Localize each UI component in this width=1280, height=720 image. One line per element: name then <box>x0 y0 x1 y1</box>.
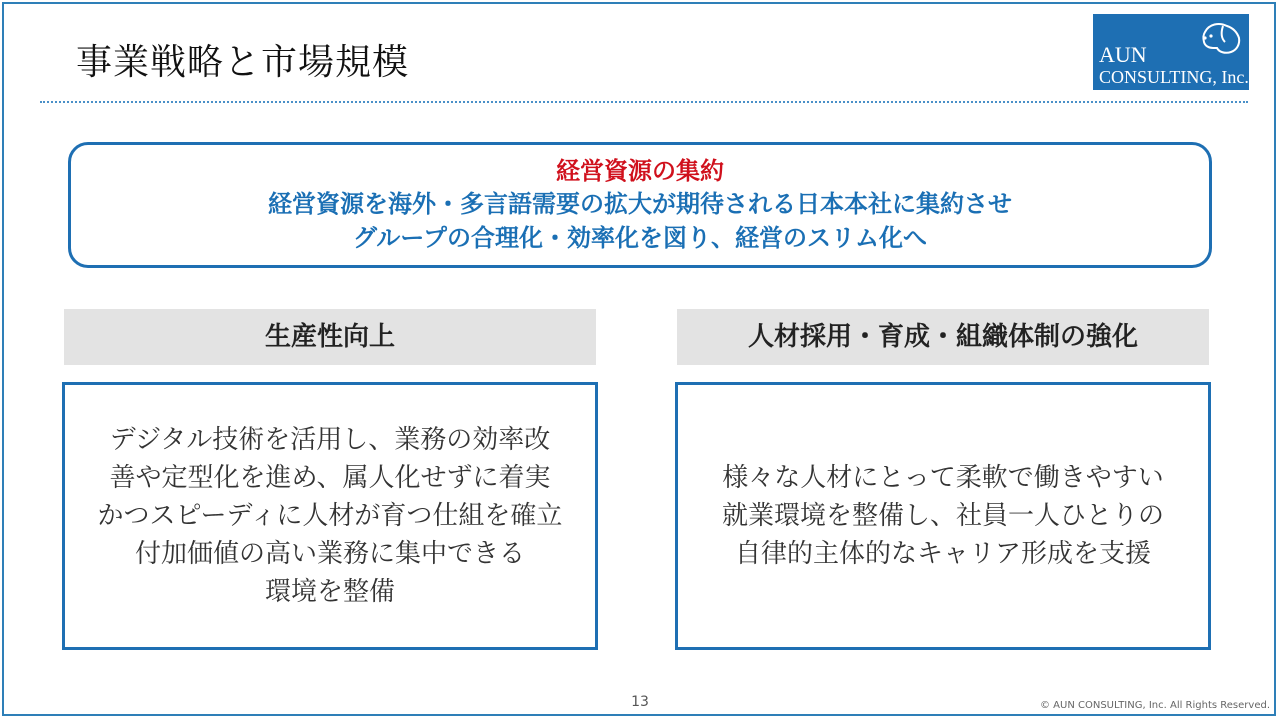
company-logo <box>1093 14 1249 90</box>
dog-logo-icon <box>1199 18 1243 58</box>
page-number: 13 <box>631 694 649 710</box>
summary-line: グループの合理化・効率化を図り、経営のスリム化へ <box>352 224 928 252</box>
summary-line: 経営資源を海外・多言語需要の拡大が期待される日本本社に集約させ <box>268 190 1012 218</box>
column-box-talent <box>675 382 1211 650</box>
column-heading-talent: 人材採用・育成・組織体制の強化 <box>677 309 1209 365</box>
logo-text-line2: CONSULTING, Inc. <box>1099 67 1249 87</box>
title-divider <box>40 101 1248 103</box>
copyright-notice: © AUN CONSULTING, Inc. All Rights Reserved. <box>1040 700 1270 711</box>
summary-box <box>68 142 1212 268</box>
logo-text-line1: AUN <box>1099 42 1147 67</box>
column-body-talent: 様々な人材にとって柔軟で働きやすい 就業環境を整備し、社員一人ひとりの 自律的主体的なキャリア形成を支援 <box>721 463 1164 569</box>
summary-heading: 経営資源の集約 <box>556 157 724 185</box>
column-body-productivity: デジタル技術を活用し、業務の効率改 善や定型化を進め、属人化せずに着実 かつスピーディに人材が育つ仕組を確立 付加価値の高い業務に集中できる 環境を整備 <box>97 425 563 607</box>
page-title: 事業戦略と市場規模 <box>76 42 410 83</box>
column-heading-productivity: 生産性向上 <box>64 309 596 365</box>
column-box-productivity <box>62 382 598 650</box>
